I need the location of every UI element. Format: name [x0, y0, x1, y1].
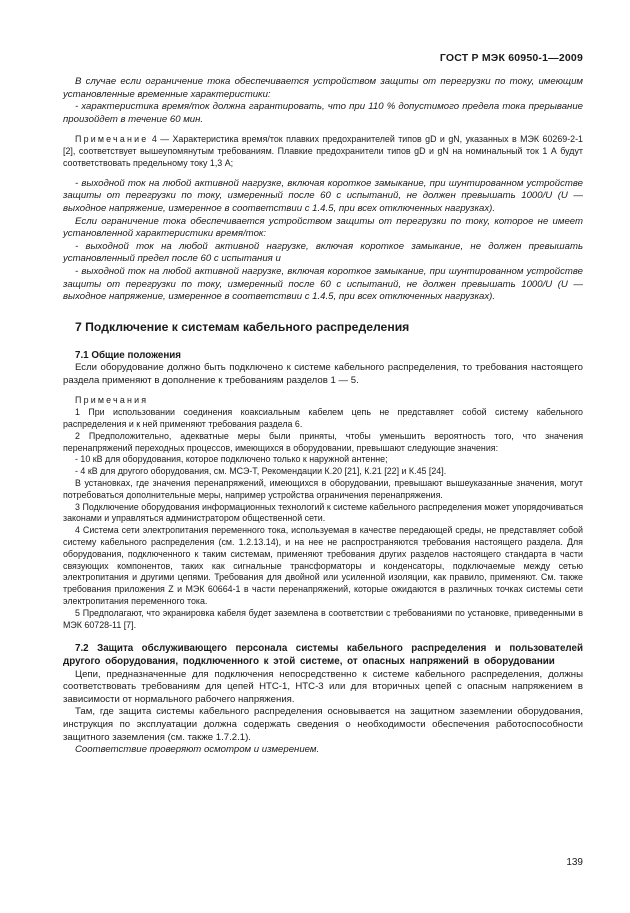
compliance-statement: Соответствие проверяют осмотром и измерением. [75, 744, 320, 756]
note-text: 4 — Характеристика время/ток плавких предохранителей типов gD и gN, указанных в МЭК 60269-2-1 [2], соответствует вышеупомянутым требованиям. Плавкие предохранители типов gD и gN на номинальный ток 1 А будут соответствовать предельному току 1,3 А; [63, 134, 583, 168]
note-4: 4 Система сети электропитания переменного тока, используемая в качестве передающей среды, не представляет собой систему кабельного распределения (см. 1.2.13.14), и на нее не распространяются требования настоящего раздела. Для оборудования, подключенного к таким системам, применяют требования других разделов настоящего стандарта в части связующих компонентов, таких как сигнальные трансформаторы и конденсаторы, подключаемые между сетью электропитания и другими цепями. Требования для двойной или усиленной изоляции, как правило, применяют. См. также требования приложения Z и МЭК 60664-1 в части перенапряжений, которые ожидаются в различных точках системы сети электропитания переменного тока. [63, 525, 583, 607]
paragraph: - выходной ток на любой активной нагрузке, включая короткое замыкание, при шунтированном устройстве защиты от перегрузки по току, измеренный после 60 с испытаний, не должен превышать 1000/U (U — выходное напряжение, измеренное в соответствии с 1.4.5, при всех отключенных нагрузках). [63, 177, 583, 214]
paragraph: Если ограничение тока обеспечивается устройством защиты от перегрузки по току, которое не имеет установленной характеристики время/ток: [63, 215, 583, 240]
note-3: 3 Подключение оборудования информационных технологий к системе кабельного распределения может упорядочиваться законами и управляться администратором общественной сети. [63, 501, 583, 524]
note-2: 2 Предположительно, адекватные меры были приняты, чтобы уменьшить вероятность того, что значения перенапряжений переходных процессов, имеющихся в оборудовании, превышают следующие значения: [63, 430, 583, 453]
paragraph: Цепи, предназначенные для подключения непосредственно к системе кабельного распределения, должны соответствовать требованиям для цепей НТС-1, НТС-3 или для вторичных цепей с опасным напряжением в зависимости от нормального рабочего напряжения. [63, 668, 583, 705]
paragraph: - выходной ток на любой активной нагрузке, включая короткое замыкание, не должен превышать установленный предел после 60 с испытания и [63, 240, 583, 265]
page-number: 139 [566, 857, 583, 868]
note-2-item: - 10 кВ для оборудования, которое подключено только к наружной антенне; [75, 454, 388, 465]
section-7-2-title: 7.2 Защита обслуживающего персонала системы кабельного распределения и пользователей другого оборудования, подключенного к этой системе, от опасных напряжений в оборудовании [63, 643, 583, 668]
note-label: Примечание [75, 134, 149, 145]
note-2-item: - 4 кВ для другого оборудования, см. МСЭ-Т, Рекомендации К.20 [21], К.21 [22] и К.45 [24]. [75, 466, 447, 477]
note-2-continuation: В установках, где значения перенапряжений, имеющихся в оборудовании, превышают вышеуказанные значения, могут потребоваться дополнительные меры, например устройства ограничения перенапряжения. [63, 478, 583, 500]
notes-label: Примечания [75, 395, 149, 406]
paragraph: - выходной ток на любой активной нагрузке, включая короткое замыкание, при шунтированном устройстве защиты от перегрузки по току, измеренный после 60 с испытаний, не должен превышать 1000/U (U — выходное напряжение, измеренное в соответствии с 1.4.5, при всех отключенных нагрузках). [63, 265, 583, 303]
section-7-1-title: 7.1 Общие положения [75, 349, 182, 361]
note-4 [63, 134, 583, 169]
paragraph: - характеристика время/ток должна гарантировать, что при 110 % допустимого предела тока прерывание произойдет в течение 60 мин. [63, 101, 583, 125]
section-7-title: 7 Подключение к системам кабельного распределения [75, 319, 410, 334]
page-body [63, 40, 583, 757]
paragraph: Если оборудование должно быть подключено к системе кабельного распределения, то требования настоящего раздела применяют в дополнение к требованиям разделов 1 — 5. [63, 362, 583, 386]
paragraph: В случае если ограничение тока обеспечивается устройством защиты от перегрузки по току, имеющим установленные временные характеристики: [63, 76, 583, 100]
note-5: 5 Предполагают, что экранировка кабеля будет заземлена в соответствии с требованиями по установке, приведенными в МЭК 60728-11 [7]. [63, 607, 583, 630]
note-1: 1 При использовании соединения коаксиальным кабелем цепь не представляет собой систему кабельного распределения и к ней применяют требования раздела 6. [63, 407, 583, 430]
paragraph: Там, где защита системы кабельного распределения основывается на защитном заземлении оборудования, инструкция по эксплуатации должна содержать сведения о необходимости обеспечения работоспособности защитного заземления (см. также 1.7.2.1). [63, 706, 583, 743]
document-header: ГОСТ Р МЭК 60950-1—2009 [439, 52, 583, 64]
